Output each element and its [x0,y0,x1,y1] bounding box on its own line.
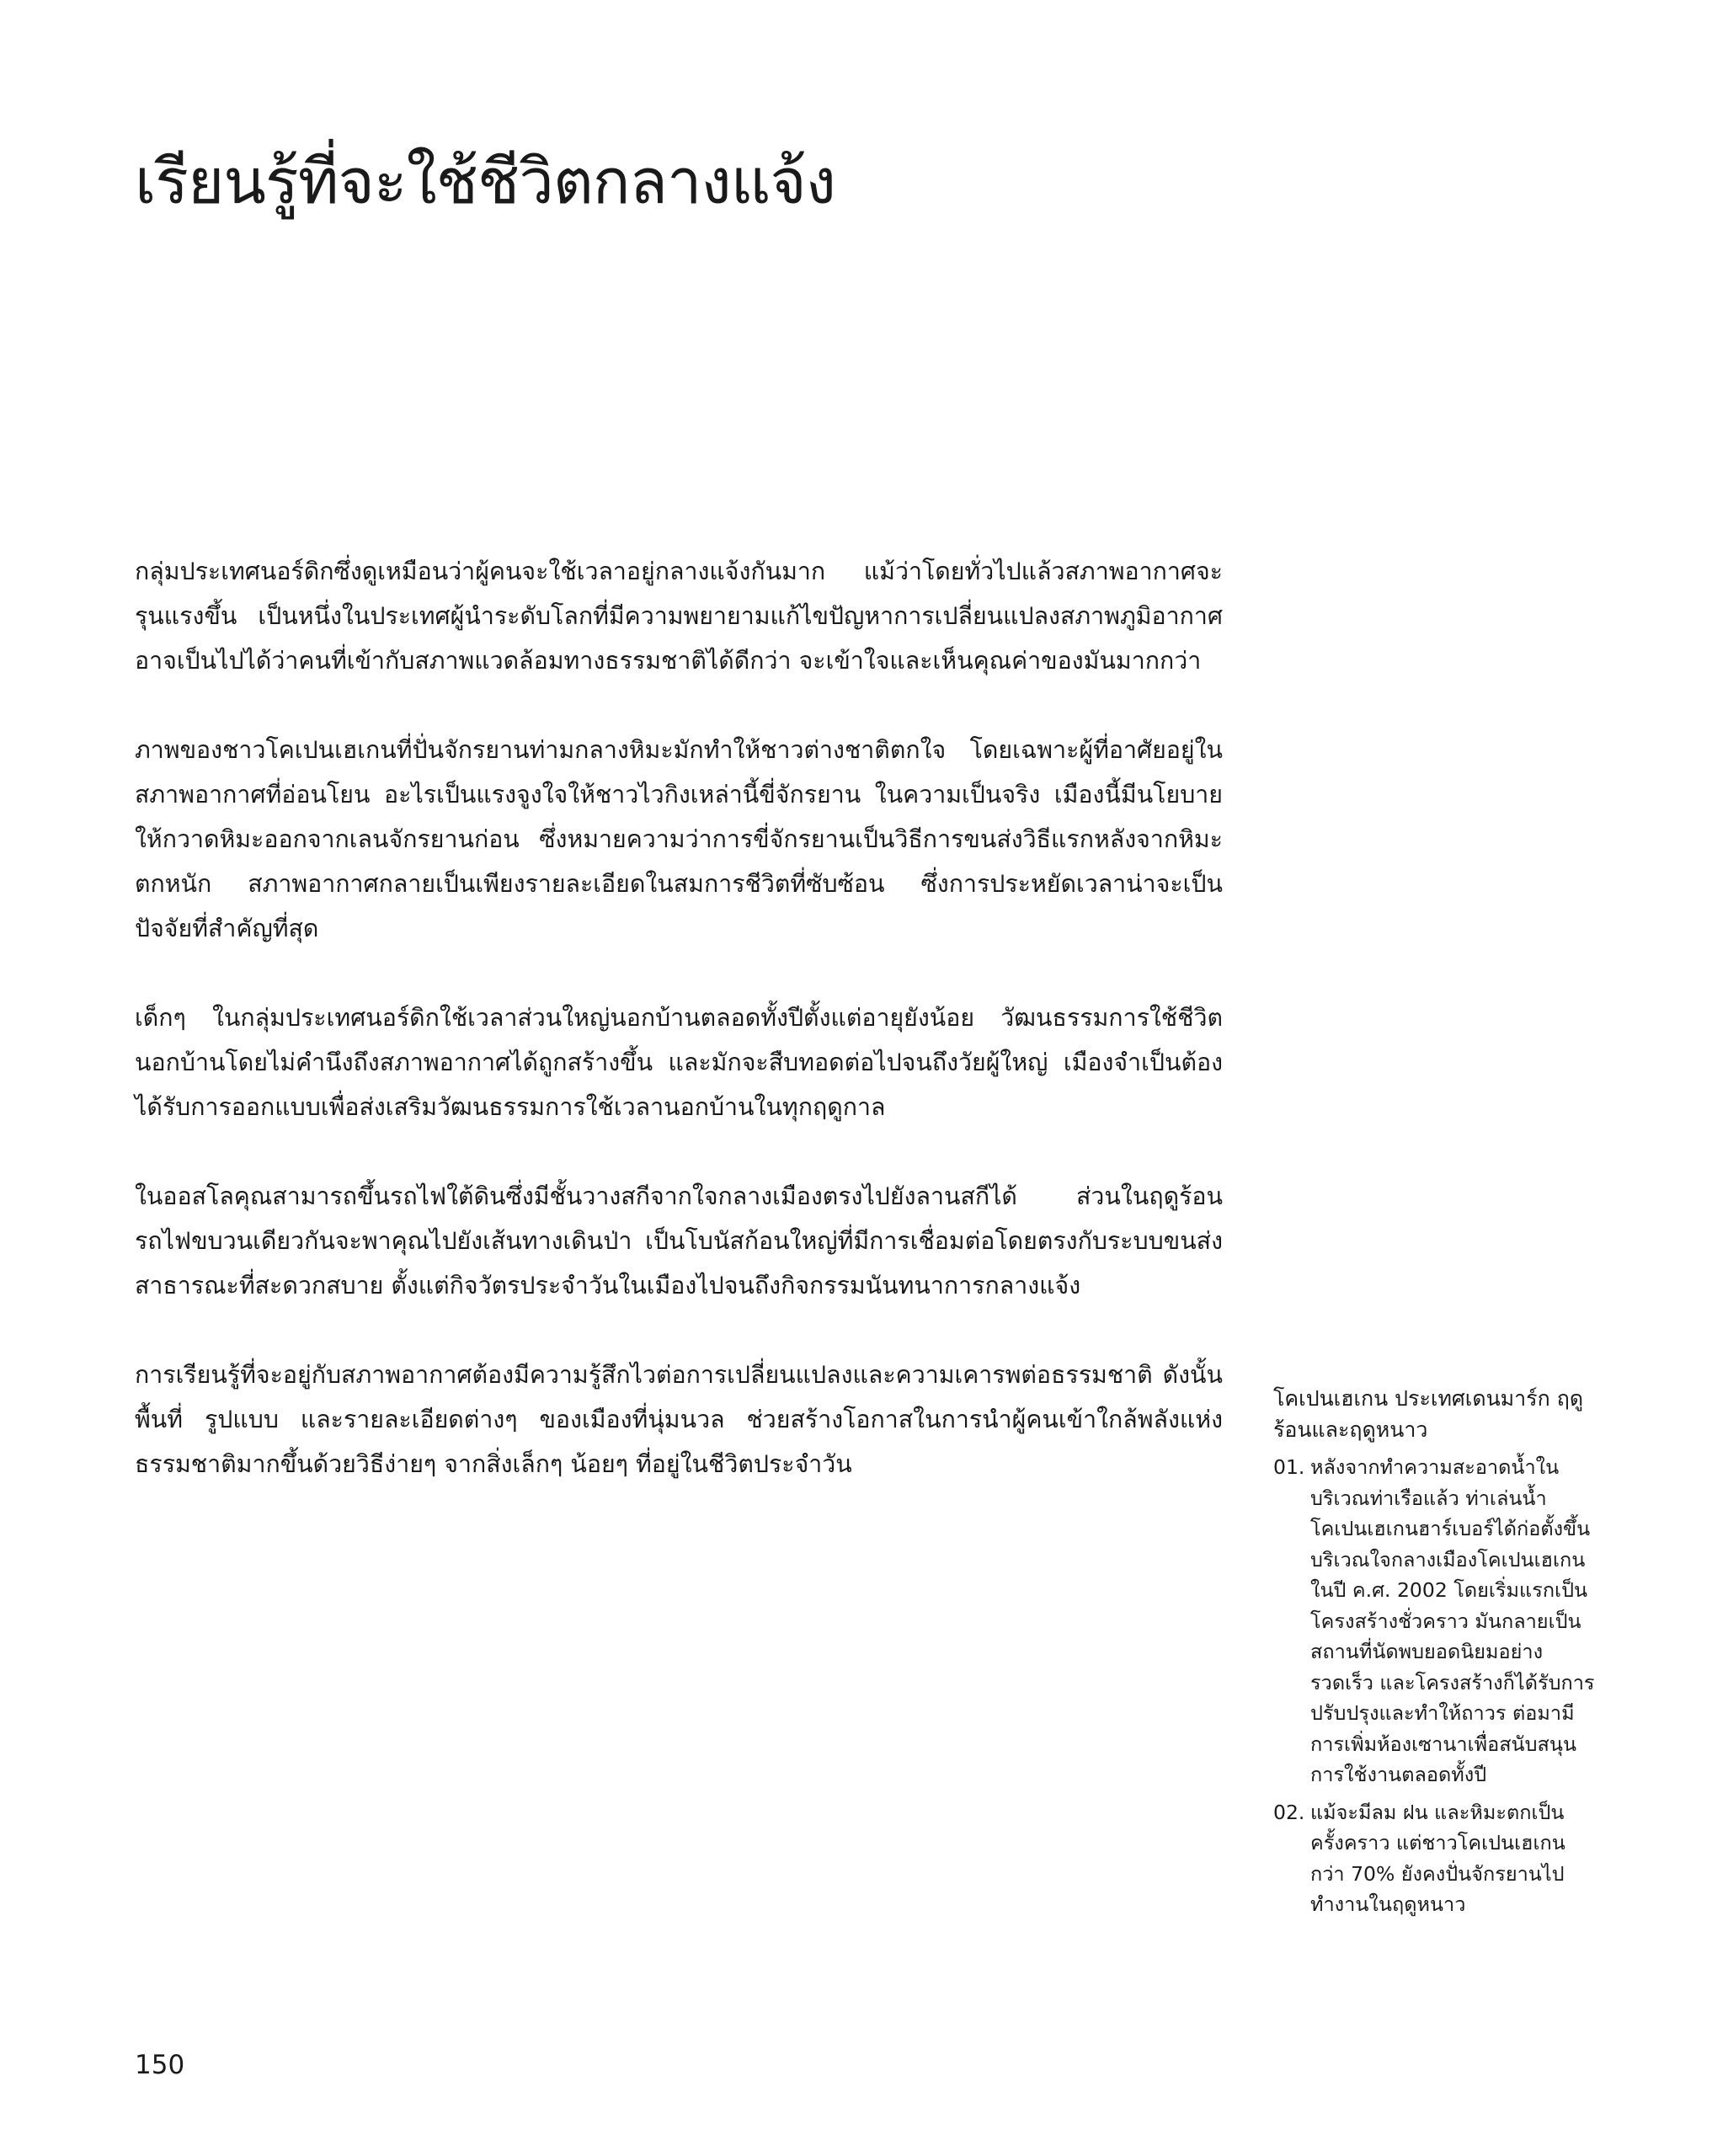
body-text [135,549,1223,1531]
image-caption-sidebar [1273,1384,1595,1927]
body-paragraph-4: ในออสโลคุณสามารถขึ้นรถไฟใต้ดินซึ่งมีชั้นวางสกีจากใจกลางเมืองตรงไปยังลานสกีได้ ส่วนในฤดูร้อน รถไฟขบวนเดียวกันจะพาคุณไปยังเส้นทางเดินป่า เป็นโบนัสก้อนใหญ่ที่มีการเชื่อมต่อโดยตรงกับระบบขนส่งสาธารณะที่สะดวกสบาย ตั้งแต่กิจวัตรประจำวันในเมืองไปจนถึงกิจกรรมนันทนาการกลางแจ้ง [135,1182,1223,1299]
caption-list [1273,1452,1595,1920]
caption-item [1273,1797,1595,1920]
body-paragraph-1: กลุ่มประเทศนอร์ดิกซึ่งดูเหมือนว่าผู้คนจะใช้เวลาอยู่กลางแจ้งกันมาก แม้ว่าโดยทั่วไปแล้วสภาพอากาศจะรุนแรงขึ้น เป็นหนึ่งในประเทศผู้นำระดับโลกที่มีความพยายามแก้ไขปัญหาการเปลี่ยนแปลงสภาพภูมิอากาศ อาจเป็นไปได้ว่าคนที่เข้ากับสภาพแวดล้อมทางธรรมชาติได้ดีกว่า จะเข้าใจและเห็นคุณค่าของมันมากกว่า [135,558,1223,675]
caption-item-number: 02. [1273,1800,1305,1824]
caption-heading: โคเปนเฮเกน ประเทศเดนมาร์ก ฤดูร้อนและฤดูหนาว [1273,1386,1584,1442]
page-title: เรียนรู้ที่จะใช้ชีวิตกลางแจ้ง [135,146,835,218]
caption-item-text: หลังจากทำความสะอาดน้ำในบริเวณท่าเรือแล้ว ท่าเล่นน้ำโคเปนเฮเกนฮาร์เบอร์ได้ก่อตั้งขึ้นบริเวณใจกลางเมืองโคเปนเฮเกนในปี ค.ศ. 2002 โดยเริ่มแรกเป็นโครงสร้างชั่วคราว มันกลายเป็นสถานที่นัดพบยอดนิยมอย่างรวดเร็ว และโครงสร้างก็ได้รับการปรับปรุงและทำให้ถาวร ต่อมามีการเพิ่มห้องเซานาเพื่อสนับสนุนการใช้งานตลอดทั้งปี [1310,1455,1595,1786]
body-paragraph-5: การเรียนรู้ที่จะอยู่กับสภาพอากาศต้องมีความรู้สึกไวต่อการเปลี่ยนแปลงและความเคารพต่อธรรมชาติ ดังนั้น พื้นที่ รูปแบบ และรายละเอียดต่างๆ ของเมืองที่นุ่มนวล ช่วยสร้างโอกาสในการนำผู้คนเข้าใกล้พลังแห่งธรรมชาติมากขึ้นด้วยวิธีง่ายๆ จากสิ่งเล็กๆ น้อยๆ ที่อยู่ในชีวิตประจำวัน [135,1361,1223,1478]
caption-item [1273,1452,1595,1790]
body-paragraph-3: เด็กๆ ในกลุ่มประเทศนอร์ดิกใช้เวลาส่วนใหญ่นอกบ้านตลอดทั้งปีตั้งแต่อายุยังน้อย วัฒนธรรมการใช้ชีวิตนอกบ้านโดยไม่คำนึงถึงสภาพอากาศได้ถูกสร้างขึ้น และมักจะสืบทอดต่อไปจนถึงวัยผู้ใหญ่ เมืองจำเป็นต้องได้รับการออกแบบเพื่อส่งเสริมวัฒนธรรมการใช้เวลานอกบ้านในทุกฤดูกาล [135,1004,1223,1121]
body-paragraph-2: ภาพของชาวโคเปนเฮเกนที่ปั่นจักรยานท่ามกลางหิมะมักทำให้ชาวต่างชาติตกใจ โดยเฉพาะผู้ที่อาศัยอยู่ในสภาพอากาศที่อ่อนโยน อะไรเป็นแรงจูงใจให้ชาวไวกิงเหล่านี้ขี่จักรยาน ในความเป็นจริง เมืองนี้มีนโยบายให้กวาดหิมะออกจากเลนจักรยานก่อน ซึ่งหมายความว่าการขี่จักรยานเป็นวิธีการขนส่งวิธีแรกหลังจากหิมะตกหนัก สภาพอากาศกลายเป็นเพียงรายละเอียดในสมการชีวิตที่ซับซ้อน ซึ่งการประหยัดเวลาน่าจะเป็นปัจจัยที่สำคัญที่สุด [135,736,1223,942]
caption-item-number: 01. [1273,1455,1305,1479]
page-number: 150 [135,2050,185,2080]
caption-item-text: แม้จะมีลม ฝน และหิมะตกเป็นครั้งคราว แต่ชาวโคเปนเฮเกนกว่า 70% ยังคงปั่นจักรยานไปทำงานในฤดูหนาว [1310,1800,1565,1916]
